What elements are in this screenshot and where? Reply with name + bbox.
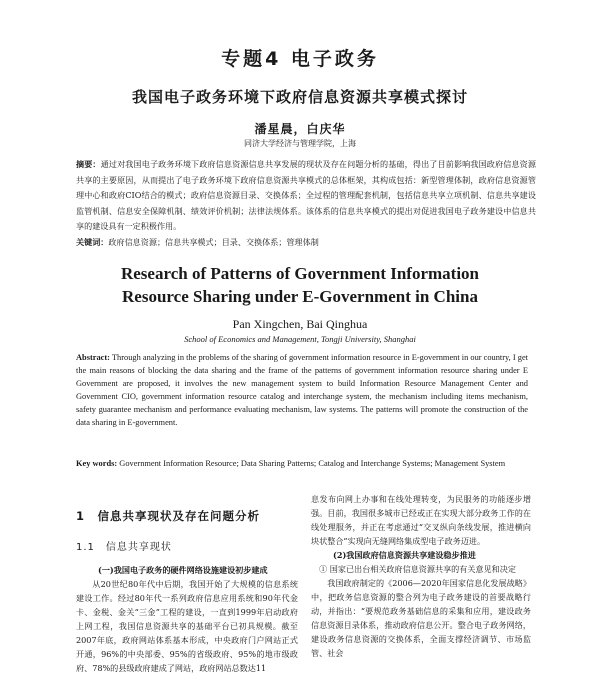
chinese-authors: 潘星晨，白庆华 xyxy=(254,122,346,136)
right-paragraph-1: 息发布向网上办事和在线处理转变，为民服务的功能逐步增强。目前，我国很多城市已经或正在实现大部分政务工作的在线处理服务，并正在考虑通过“交叉纵向条线发展，推进横向块状整合”实现向无缝网络集成型电子政务迈进。 xyxy=(311,494,531,546)
body-right-column xyxy=(311,492,531,660)
english-title-line-2: Resource Sharing under E-Government in China xyxy=(122,287,478,306)
chinese-affiliation: 同济大学经济与管理学院，上海 xyxy=(244,139,356,148)
english-title-line-1: Research of Patterns of Government Information xyxy=(120,264,480,283)
chinese-keywords-text: 政府信息资源；信息共享模式；目录、交换体系；管理体制 xyxy=(108,237,319,247)
english-keywords-text: Government Information Resource; Data Sharing Patterns; Catalog and Interchange Systems; Management System xyxy=(119,459,506,468)
english-title xyxy=(0,262,600,308)
right-paragraph-2: 我国政府制定的《2006—2020年国家信息化发展战略》中，把政务信息资源的整合列为电子政务建设的首要战略行动，并指出：“要规范政务基础信息的采集和应用，建设政务信息资源目录体系，推动政府信息公开。整合电子政务网络，建设政务信息资源的交换体系，全面支撑经济调节、市场监管、社会 xyxy=(311,578,531,658)
chinese-abstract-label: 摘要： xyxy=(76,159,101,169)
section-heading: 专题4 电子政务 xyxy=(221,48,379,70)
english-abstract-label: Abstract: xyxy=(76,353,110,362)
chinese-abstract-text: 通过对我国电子政务环境下政府信息资源信息共享发展的现状及存在问题分析的基础，得出了目前影响我国政府信息资源共享的主要原因，从而提出了电子政务环境下政府信息资源共享模式的总体框架，其构成包括：新型管理体制，政府信息资源管理中心和政府CIO结合的模式；政府信息资源目录、交换体系；全过程的管理配套机制，包括信息共享立项机制、信息共享建设监管机制、信息安全保障机制、绩效评价机制；法律法规体系。该体系的信息共享模式的提出对促进我国电子政务建设中信息共享的建设具有一定积极作用。 xyxy=(76,159,536,232)
english-authors: Pan Xingchen, Bai Qinghua xyxy=(232,317,368,331)
left-subsubsection-title: (一)我国电子政务的硬件网络设施建设初步建成 xyxy=(98,565,268,575)
english-affiliation: School of Economics and Management, Tongji University, Shanghai xyxy=(184,334,416,344)
section-1-title: 1 信息共享现状及存在问题分析 xyxy=(76,509,260,523)
right-list-item: ① 国家已出台相关政府信息资源共享的有关意见和决定 xyxy=(319,564,516,574)
english-abstract-text: Through analyzing in the problems of the sharing of government information resource in E-government in our country, I get the main reasons of blocking the data sharing and the frame of the patterns of government information resource sharing under E Government are proposed, it involves the new management system to build Information Resource Management Center and Government CIO, government information resource catalog and interchange system, the mechanism including items mechanism, safety guarantee mechanism and performance evaluating mechanism, law systems. The patterns will promote the construction of the data sharing in E-government. xyxy=(76,353,528,427)
chinese-abstract xyxy=(76,157,536,235)
chinese-keywords-label: 关键词： xyxy=(76,237,109,247)
english-keywords-label: Key words: xyxy=(76,459,118,468)
chinese-keywords xyxy=(76,235,536,250)
english-abstract xyxy=(76,351,528,429)
left-paragraph: 从20世纪80年代中后期，我国开始了大规模的信息系统建设工作。经过80年代一系列政府信息应用系统和90年代金卡、金税、金关“三金”工程的建设，一直到1999年启动政府上网工程，我国信息资源共享的基础平台已初具规模。截至2007年底，政府网站体系基本形成，中央政府门户网站正式开通，96%的中央部委、95%的省级政府、95%的地市级政府、78%的县级政府建成了网站，政府网站总数达11 xyxy=(76,579,298,673)
subsection-1-1-title: 1.1 信息共享现状 xyxy=(76,542,172,553)
english-keywords xyxy=(76,457,528,470)
right-subsubsection-title: (2)我国政府信息资源共享建设稳步推进 xyxy=(333,550,476,560)
body-left-column xyxy=(76,508,298,675)
chinese-title: 我国电子政务环境下政府信息资源共享模式探讨 xyxy=(131,88,468,106)
